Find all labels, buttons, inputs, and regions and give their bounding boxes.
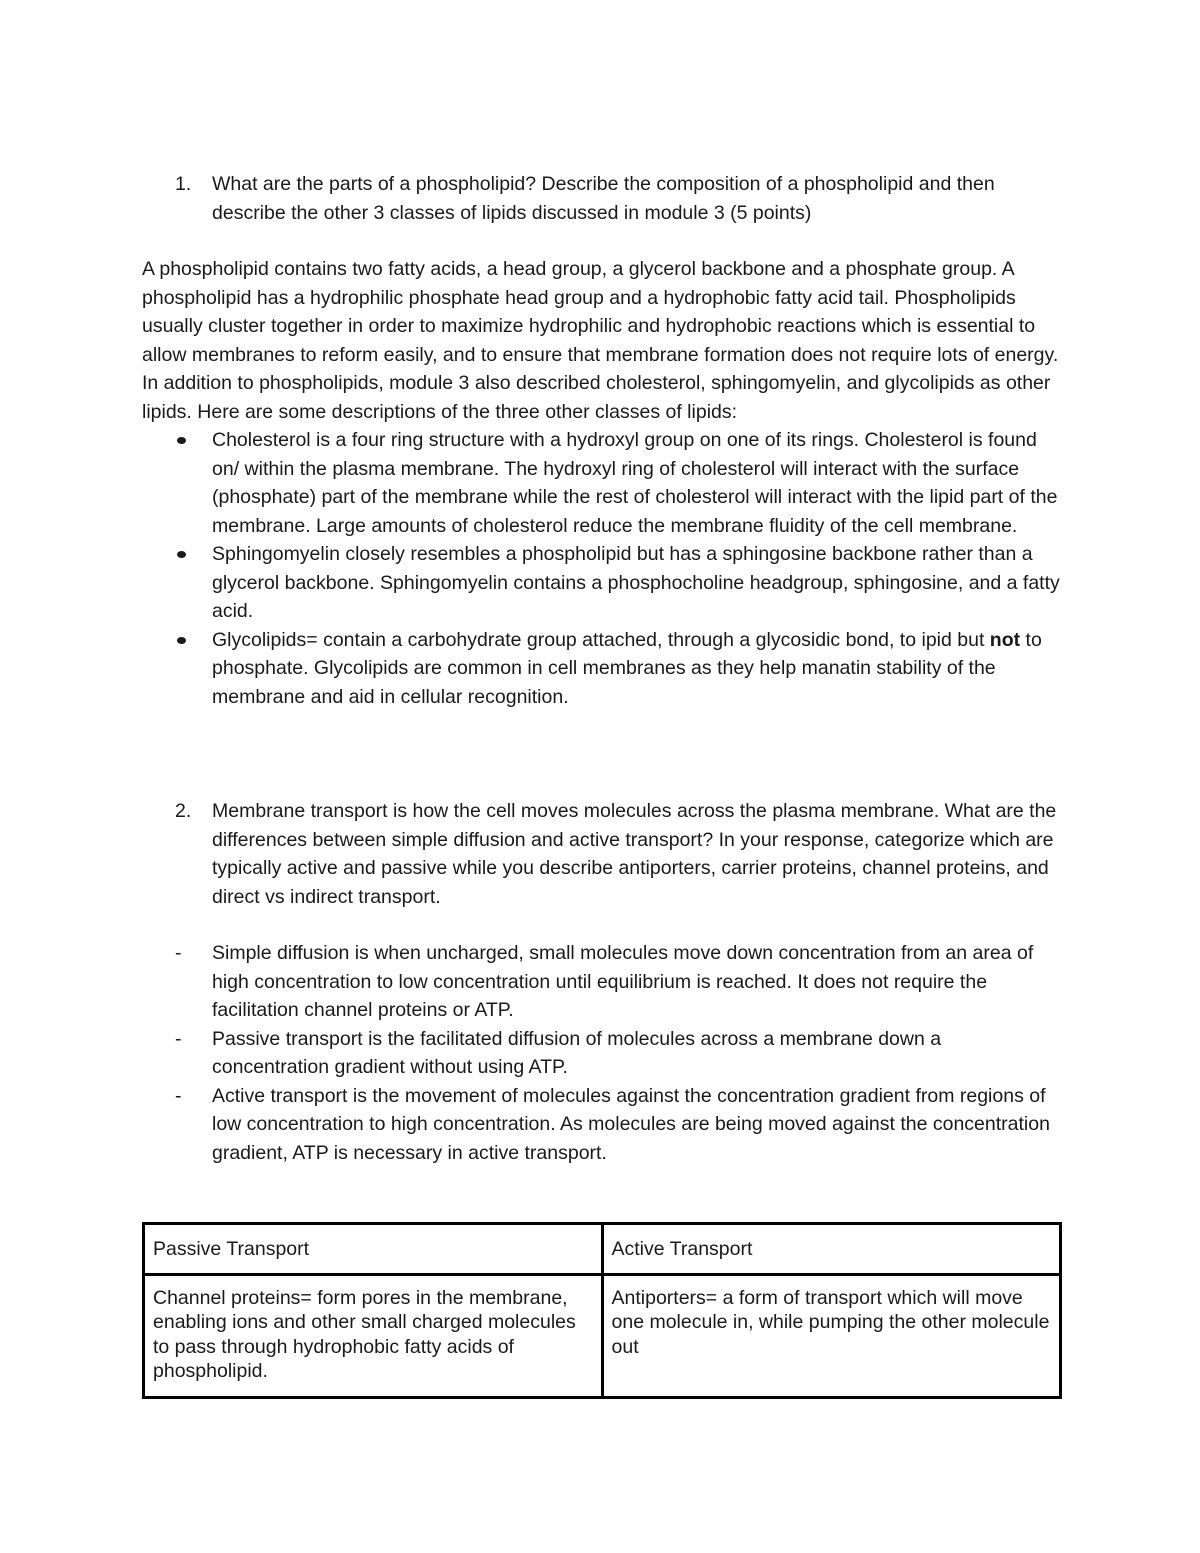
answer-2 bbox=[142, 939, 1062, 1167]
table-header-row bbox=[144, 1224, 1061, 1275]
table-cell-active: Antiporters= a form of transport which will move one molecule in, while pumping the other molecule out bbox=[602, 1274, 1061, 1397]
transport-table bbox=[142, 1222, 1062, 1399]
bullet-text-glycolipids-post: to phosphate. Glycolipids are common in cell membranes as they help manatin stability of the membrane and aid in cellular recognition. bbox=[212, 628, 1042, 708]
answer-1-paragraph: A phospholipid contains two fatty acids, a head group, a glycerol backbone and a phosphate group. A phospholipid has a hydrophilic phosphate head group and a hydrophobic fatty acid tail. Phospholipids usually cluster together in order to maximize hydrophilic and hydrophobic reactions which is essential to allow membranes to reform easily, and to ensure that membrane formation does not require lots of energy. In addition to phospholipids, module 3 also described cholesterol, sphingomyelin, and glycolipids as other lipids. Here are some descriptions of the three other classes of lipids: bbox=[142, 258, 1059, 423]
question-2-number: 2. bbox=[175, 800, 192, 822]
bullet-icon bbox=[177, 551, 186, 558]
question-1 bbox=[142, 170, 1062, 227]
dash-marker: - bbox=[175, 942, 182, 964]
bullet-icon bbox=[177, 437, 186, 444]
question-2-text: Membrane transport is how the cell moves molecules across the plasma membrane. What are the differences between simple diffusion and active transport? In your response, categorize which are typically active and passive while you describe antiporters, carrier proteins, channel proteins, and direct vs indirect transport. bbox=[212, 800, 1057, 908]
dash-text-passive-transport: Passive transport is the facilitated diffusion of molecules across a membrane down a concentration gradient without using ATP. bbox=[212, 1027, 942, 1078]
bullet-text-glycolipids-pre: Glycolipids= contain a carbohydrate group attached, through a glycosidic bond, to ipid but bbox=[212, 628, 990, 651]
table-header-passive: Passive Transport bbox=[144, 1224, 603, 1275]
bullet-item-glycolipids bbox=[142, 626, 1062, 712]
bullet-text-glycolipids bbox=[212, 626, 1062, 712]
dash-item-active-transport bbox=[142, 1082, 1062, 1168]
question-2-item bbox=[142, 797, 1062, 911]
answer-1 bbox=[142, 255, 1062, 711]
bullet-item-cholesterol bbox=[142, 426, 1062, 540]
dash-text-simple-diffusion: Simple diffusion is when uncharged, small molecules move down concentration from an area of high concentration to low concentration until equilibrium is reached. It does not require the facilitation channel proteins or ATP. bbox=[212, 942, 1034, 1021]
bullet-text-cholesterol: Cholesterol is a four ring structure with a hydroxyl group on one of its rings. Cholesterol is found on/ within the plasma membrane. The hydroxyl ring of cholesterol will interact with the surface (phosphate) part of the membrane while the rest of cholesterol will interact with the lipid part of the membrane. Large amounts of cholesterol reduce the membrane fluidity of the cell membrane. bbox=[212, 429, 1058, 537]
bullet-item-sphingomyelin bbox=[142, 540, 1062, 626]
dash-text-active-transport: Active transport is the movement of molecules against the concentration gradient from regions of low concentration to high concentration. As molecules are being moved against the concentration gradient, ATP is necessary in active transport. bbox=[212, 1084, 1050, 1164]
dash-item-simple-diffusion bbox=[142, 939, 1062, 1025]
bullet-text-sphingomyelin: Sphingomyelin closely resembles a phospholipid but has a sphingosine backbone rather than a glycerol backbone. Sphingomyelin contains a phosphocholine headgroup, sphingosine, and a fatty acid. bbox=[212, 543, 1060, 622]
dash-marker: - bbox=[175, 1084, 182, 1107]
dash-marker: - bbox=[175, 1027, 182, 1050]
bold-not: not bbox=[989, 628, 1021, 651]
question-1-item bbox=[142, 170, 1062, 227]
table-header-active: Active Transport bbox=[602, 1224, 1061, 1275]
question-1-number: 1. bbox=[175, 173, 192, 195]
question-1-text: What are the parts of a phospholipid? Describe the composition of a phospholipid and then describe the other 3 classes of lipids discussed in module 3 (5 points) bbox=[212, 173, 995, 224]
bullet-icon bbox=[177, 637, 186, 644]
table-cell-passive: Channel proteins= form pores in the membrane, enabling ions and other small charged molecules to pass through hydrophobic fatty acids of phospholipid. bbox=[144, 1274, 603, 1397]
table-row bbox=[144, 1274, 1061, 1397]
dash-item-passive-transport bbox=[142, 1025, 1062, 1082]
question-2 bbox=[142, 797, 1062, 911]
